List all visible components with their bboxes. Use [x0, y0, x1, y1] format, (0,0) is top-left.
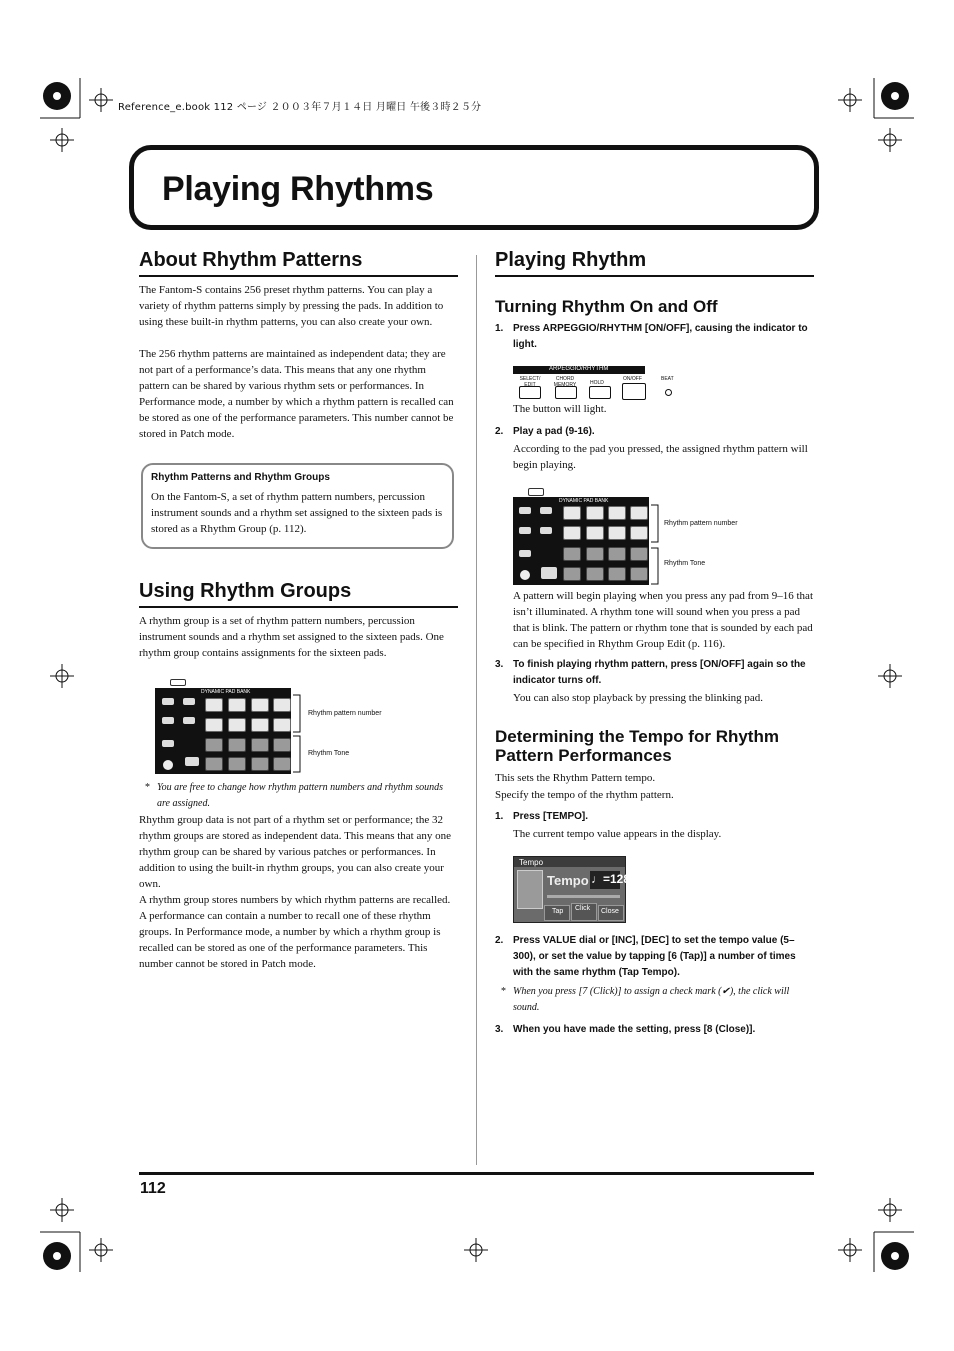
subheading-tempo: Determining the Tempo for Rhythm Pattern Performances	[495, 727, 779, 765]
bracket-lines	[650, 504, 662, 586]
chord-memory-button	[555, 386, 577, 399]
header-meta: Reference_e.book 112 ページ ２００３年７月１４日 月曜日 午後３時２５分	[118, 102, 482, 113]
on-off-button	[622, 383, 646, 400]
pad	[205, 738, 223, 752]
heading-rule	[139, 606, 458, 608]
pad	[586, 567, 604, 581]
pad	[630, 526, 648, 540]
pad	[563, 567, 581, 581]
pad	[228, 698, 246, 712]
step-2-text: According to the pad you pressed, the assigned rhythm pattern will begin playing.	[513, 443, 808, 471]
footer-rule	[139, 1172, 814, 1175]
display-tap: Tap	[552, 908, 564, 915]
heading-using-rhythm-groups: Using Rhythm Groups	[139, 580, 352, 602]
callout-box	[141, 463, 454, 549]
callout-body: On the Fantom-S, a set of rhythm pattern numbers, percussion instrument sounds and a rhythm set assigned to the sixteen pads is stored as a Rhythm Group (p. 112).	[151, 491, 443, 535]
arp-title: ARPEGGIO/RHYTHM	[549, 366, 609, 372]
pad	[228, 757, 246, 771]
about-paragraph-2: The 256 rhythm patterns are maintained as independent data; they are not part of a performance’s data. This means that any one rhythm pattern can be shared by various rhythm sets or performances. In Performance mode, a number by which a rhythm pattern is recalled can be stored as one of the performance parameters. This number cannot be stored in Patch mode.	[139, 348, 454, 440]
display-tempo-label: Tempo	[547, 873, 589, 888]
pad	[586, 547, 604, 561]
arp-label-select: SELECT/ EDIT	[519, 376, 541, 388]
step-3: 3. To finish playing rhythm pattern, press [ON/OFF] again so the indicator turns off.	[495, 659, 806, 686]
pad	[251, 698, 269, 712]
pad	[273, 738, 291, 752]
pad	[608, 506, 626, 520]
pad	[630, 547, 648, 561]
pad	[205, 757, 223, 771]
step-1: 1. Press ARPEGGIO/RHYTHM [ON/OFF], causing the indicator to light.	[495, 323, 808, 350]
heading-playing-rhythm: Playing Rhythm	[495, 249, 647, 271]
select-edit-button	[519, 386, 541, 399]
arpeggio-panel	[513, 366, 688, 402]
tempo-note: * When you press [7 (Click)] to assign a check mark (✔), the click will sound.	[501, 986, 790, 1013]
pad	[273, 698, 291, 712]
pad	[608, 567, 626, 581]
label-rhythm-pattern-number: Rhythm pattern number	[308, 710, 382, 717]
pad	[563, 506, 581, 520]
step-3-text: You can also stop playback by pressing the blinking pad.	[513, 692, 764, 704]
pad	[630, 567, 648, 581]
pad	[586, 526, 604, 540]
bank-button	[170, 679, 186, 686]
pad	[563, 526, 581, 540]
pad	[251, 718, 269, 732]
display-tempo-value: ♩=128	[591, 872, 631, 886]
page-number: 112	[140, 1180, 166, 1197]
pad	[630, 506, 648, 520]
pad	[228, 718, 246, 732]
step-2-after: A pattern will begin playing when you press any pad from 9–16 that isn’t illuminated. A rhythm tone will sound when you press a pad that is blink. The pattern or rhythm tone that is sounded by each pad can be specified in Rhythm Group Edit (p. 116).	[513, 590, 813, 650]
arp-label-hold: HOLD	[590, 380, 604, 386]
display-click: Click	[575, 905, 591, 912]
pad	[205, 698, 223, 712]
pad	[251, 757, 269, 771]
groups-paragraph-1: A rhythm group is a set of rhythm pattern numbers, percussion instrument sounds and a rhythm set assigned to the sixteen pads. One rhythm group contains assignments for the sixteen pads.	[139, 615, 444, 659]
pad	[205, 718, 223, 732]
metronome-image	[517, 870, 543, 909]
tempo-step-3: 3. When you have made the setting, press [8 (Close)].	[495, 1024, 756, 1035]
pad	[563, 547, 581, 561]
pad	[608, 547, 626, 561]
groups-note: * You are free to change how rhythm pattern numbers and rhythm sounds are assigned.	[145, 782, 444, 809]
tempo-step-2: 2. Press VALUE dial or [INC], [DEC] to set the tempo value (5–300), or set the value by tapping [6 (Tap)] a number of times with the same rhythm (Tap Tempo).	[495, 935, 796, 978]
bracket-lines	[292, 694, 304, 774]
pad	[273, 757, 291, 771]
callout-title: Rhythm Patterns and Rhythm Groups	[151, 472, 330, 483]
heading-about-rhythm-patterns: About Rhythm Patterns	[139, 249, 363, 271]
pad	[586, 506, 604, 520]
tempo-paragraph-1: This sets the Rhythm Pattern tempo.	[495, 772, 656, 784]
display-title: Tempo	[519, 858, 544, 867]
label-rhythm-tone: Rhythm Tone	[664, 560, 706, 567]
dyn-pad-bank-label: DYNAMIC PAD BANK	[559, 498, 609, 504]
heading-rule	[495, 275, 814, 277]
about-paragraph-1: The Fantom-S contains 256 preset rhythm patterns. You can play a variety of rhythm patterns simply by pressing the pads. In addition to using these built-in rhythm patterns, you can also create your own.	[139, 284, 444, 328]
groups-paragraph-2: Rhythm group data is not part of a rhythm set or performance; the 32 rhythm groups are stored as independent data. This means that any one rhythm group can be shared by various patches or performances. In addition to using the built-in rhythm groups, you can also create your own.	[139, 814, 451, 890]
pad	[251, 738, 269, 752]
arp-label-onoff: ON/OFF	[623, 376, 642, 382]
arp-label-beat: BEAT	[661, 376, 674, 382]
subheading-turning-rhythm: Turning Rhythm On and Off	[495, 297, 718, 316]
tempo-step-1: 1. Press [TEMPO].	[495, 811, 589, 822]
label-rhythm-pattern-number: Rhythm pattern number	[664, 520, 738, 527]
dyn-pad-bank-label: DYNAMIC PAD BANK	[201, 689, 251, 695]
pad	[608, 526, 626, 540]
heading-rule	[139, 275, 458, 277]
tempo-paragraph-2: Specify the tempo of the rhythm pattern.	[495, 789, 674, 801]
hold-button	[589, 386, 611, 399]
step-1-result: The button will light.	[513, 403, 607, 415]
step-2: 2. Play a pad (9-16).	[495, 426, 595, 437]
beat-indicator	[665, 389, 672, 396]
arp-label-chord: CHORD MEMORY	[553, 376, 577, 388]
label-rhythm-tone: Rhythm Tone	[308, 750, 350, 757]
pad	[228, 738, 246, 752]
groups-paragraph-3: A rhythm group stores numbers by which rhythm patterns are recalled. A performance can contain a number to recall one of these rhythm groups. In Performance mode, a number by which a rhythm group is recalled can be stored as one of the performance parameters. This number cannot be stored in Patch mode.	[139, 894, 451, 970]
tempo-display	[513, 856, 631, 923]
title-box	[129, 145, 819, 230]
pad	[273, 718, 291, 732]
page-title: Playing Rhythms	[162, 170, 434, 208]
tempo-step-1-text: The current tempo value appears in the display.	[513, 828, 722, 840]
column-separator	[476, 255, 477, 1165]
display-close: Close	[601, 908, 619, 915]
